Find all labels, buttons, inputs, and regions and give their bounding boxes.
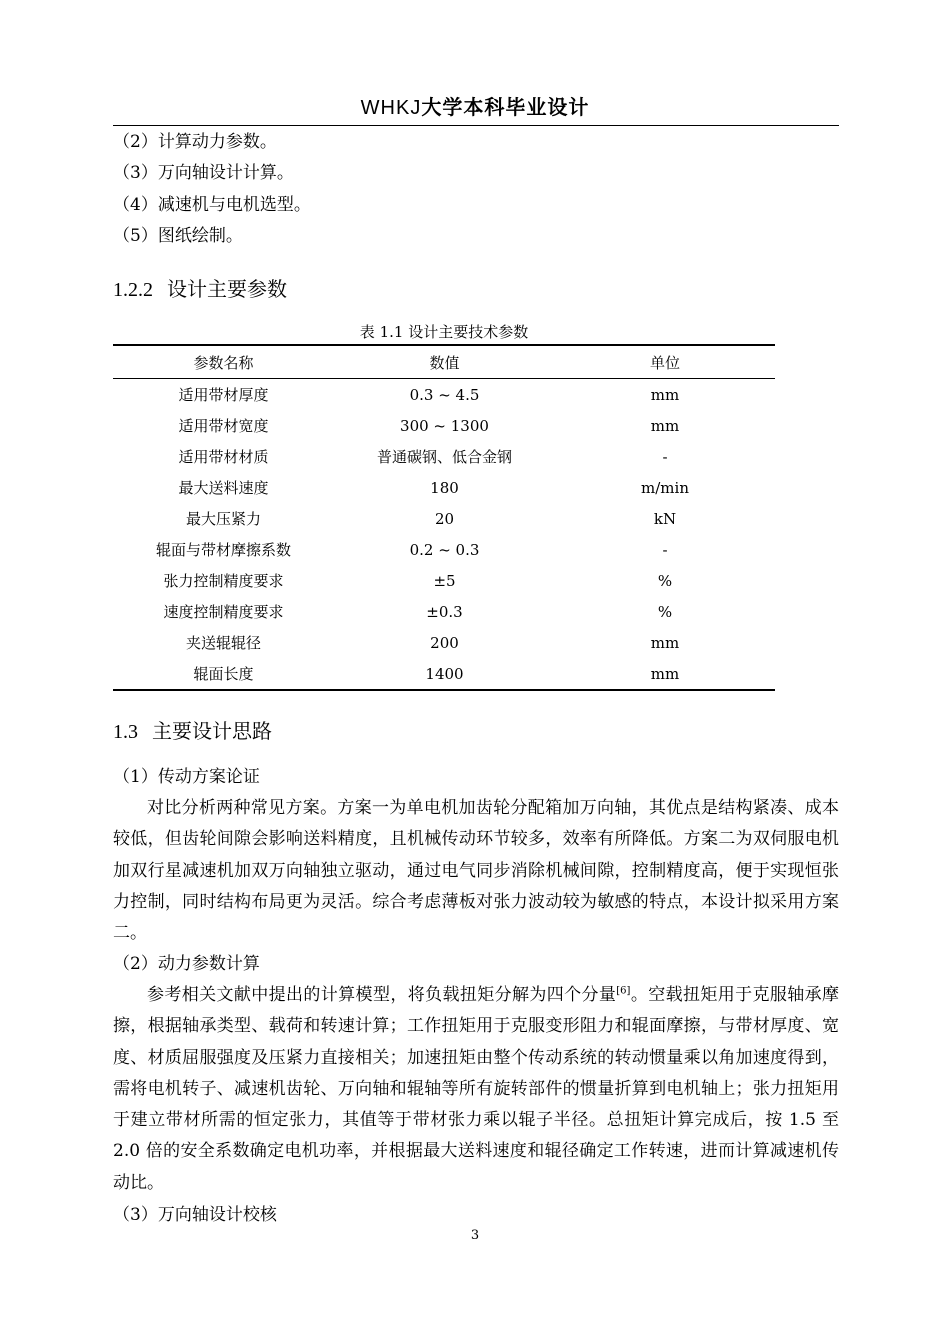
table-cell: 200: [430, 633, 459, 652]
header-rule: [113, 125, 839, 126]
table-cell: mm: [555, 658, 775, 690]
table-cell: 180: [430, 478, 459, 497]
table-cell: 辊面长度: [113, 658, 334, 690]
table-row: [113, 472, 775, 503]
table-row: [113, 596, 775, 627]
section-number: 1.3: [113, 721, 138, 743]
table-cell: -: [662, 540, 668, 559]
table-cell: 300 ~ 1300: [400, 416, 489, 435]
list-item: （2）计算动力参数。: [113, 132, 277, 152]
table-cell: ±5: [433, 571, 456, 590]
page-header-title: [0, 94, 950, 121]
parameters-table: [113, 344, 775, 691]
table-cell: 20: [434, 509, 455, 528]
table-cell: kN: [653, 509, 677, 528]
table-cell: 夹送辊辊径: [185, 634, 261, 652]
table-row: [113, 534, 775, 565]
table-cell: 适用带材材质: [178, 448, 269, 466]
table-header-row: [113, 345, 775, 379]
list-item: （5）图纸绘制。: [113, 226, 243, 246]
table-cell: 适用带材厚度: [178, 386, 269, 404]
section-heading-1-2-2: [113, 276, 287, 303]
paragraph-transmission-scheme: 对比分析两种常见方案。方案一为单电机加齿轮分配箱加万向轴，其优点是结构紧凑、成本较低，但齿轮间隙会影响送料精度，且机械传动环节较多，效率有所降低。方案二为双伺服电机加双行星减速机加双万向轴独立驱动，通过电气同步消除机械间隙，控制精度高，便于实现恒张力控制，同时结构布局更为灵活。综合考虑薄板对张力波动较为敏感的特点，本设计拟采用方案二。: [113, 798, 839, 944]
header-title-cjk: 大学本科毕业设计: [421, 95, 590, 119]
table-row: [113, 441, 775, 472]
page-number: 3: [470, 1228, 480, 1243]
table-cell: -: [662, 447, 668, 466]
table-row: [113, 565, 775, 596]
list-item: （3）万向轴设计计算。: [113, 163, 294, 183]
paragraph-text: 。空载扭矩用于克服轴承摩擦，根据轴承类型、载荷和转速计算；工作扭矩用于克服变形阻力和辊面摩擦，与带材厚度、宽度、材质屈服强度及压紧力直接相关；加速扭矩由整个传动系统的转动惯量乘以角加速度得到，需将电机转子、减速机齿轮、万向轴和辊轴等所有旋转部件的惯量折算到电机轴上；张力扭矩用于建立带材所需的恒定张力，其值等于带材张力乘以辊子半径。总扭矩计算完成后，按 1.5 至 2.0 倍的安全系数确定电机功率，并根据最大送料速度和辊径确定工作转速，进而计算减速机传动比。: [113, 985, 839, 1193]
table-cell: ±0.3: [426, 602, 463, 621]
table-cell: 最大压紧力: [185, 510, 261, 528]
table-cell: mm: [650, 416, 680, 435]
section-title: 主要设计思路: [152, 719, 272, 743]
list-item: （4）减速机与电机选型。: [113, 195, 311, 215]
table-row: [113, 379, 775, 411]
subsection-label-2: （2）动力参数计算: [113, 954, 260, 974]
table-caption: 表 1.1 设计主要技术参数: [359, 323, 529, 341]
section-title: 设计主要参数: [167, 277, 287, 301]
table-cell: 0.2 ~ 0.3: [409, 540, 480, 559]
table-cell: 0.3 ~ 4.5: [409, 385, 480, 404]
table-cell: 普通碳钢、低合金钢: [376, 448, 512, 466]
table-cell: 1400: [334, 658, 555, 690]
section-heading-1-3: [113, 718, 272, 745]
table-cell: 张力控制精度要求: [163, 572, 284, 590]
table-cell: mm: [650, 633, 680, 652]
table-cell: 速度控制精度要求: [163, 603, 284, 621]
table-cell: 辊面与带材摩擦系数: [155, 541, 291, 559]
citation-ref: [6]: [616, 985, 631, 997]
subsection-label-1: （1）传动方案论证: [113, 767, 260, 787]
paragraph-text: 参考相关文献中提出的计算模型，将负载扭矩分解为四个分量: [147, 985, 617, 1005]
table-cell: mm: [650, 385, 680, 404]
paragraph-power-calculation: [113, 980, 839, 1199]
section-number: 1.2.2: [113, 279, 153, 301]
table-cell: %: [657, 602, 673, 621]
table-row: [113, 410, 775, 441]
table-row: [113, 503, 775, 534]
subsection-label-3: （3）万向轴设计校核: [113, 1205, 277, 1225]
table-cell: 最大送料速度: [178, 479, 269, 497]
table-header-cell: 数值: [334, 345, 555, 379]
table-cell: m/min: [641, 478, 689, 497]
table-cell: 适用带材宽度: [178, 417, 269, 435]
table-row: [113, 658, 775, 690]
table-header-cell: 单位: [555, 345, 775, 379]
table-row: [113, 627, 775, 658]
table-cell: %: [657, 571, 673, 590]
table-header-cell: 参数名称: [113, 345, 334, 379]
header-title-latin: WHKJ: [360, 97, 422, 119]
